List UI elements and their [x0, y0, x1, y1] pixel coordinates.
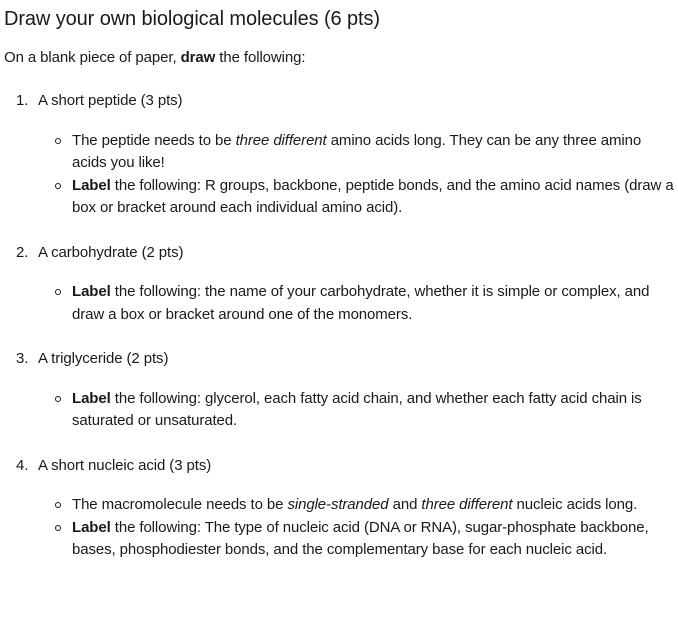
item-text: the following: glycerol, each fatty acid chain, and whether each fatty acid chain is saturated or unsaturated. — [72, 389, 642, 429]
item-text: The peptide needs to be — [72, 131, 236, 149]
section-heading — [16, 455, 674, 478]
section-number: 4. — [16, 456, 29, 474]
list-item — [72, 175, 674, 220]
intro-text-after: the following: — [215, 49, 306, 66]
sub-list — [38, 494, 674, 562]
section-heading — [16, 90, 674, 113]
section-nucleic-acid — [4, 455, 674, 562]
item-bold-label: Label — [72, 176, 111, 194]
section-peptide — [4, 90, 674, 220]
intro-text-before: On a blank piece of paper, — [4, 49, 181, 66]
list-item — [72, 517, 674, 562]
section-title: A short nucleic acid (3 pts) — [38, 456, 212, 474]
section-title: A short peptide (3 pts) — [38, 92, 183, 109]
section-heading — [16, 348, 674, 371]
section-number: 3. — [16, 350, 29, 367]
item-bold-label: Label — [72, 389, 111, 407]
item-text: the following: R groups, backbone, peptide bonds, and the amino acid names (draw a box or bracket around each individual amino acid). — [72, 176, 674, 216]
section-number: 2. — [16, 243, 29, 261]
hollow-bullet-icon — [55, 289, 61, 295]
hollow-bullet-icon — [55, 502, 61, 508]
sub-list — [38, 130, 674, 220]
section-number: 1. — [16, 92, 29, 109]
hollow-bullet-icon — [55, 396, 61, 402]
list-item — [72, 388, 674, 433]
hollow-bullet-icon — [55, 138, 61, 144]
section-title: A carbohydrate (2 pts) — [38, 243, 184, 261]
item-italic-text: single-stranded — [287, 496, 389, 513]
item-text: the following: The type of nucleic acid (DNA or RNA), sugar-phosphate backbone, bases, phosphodiester bonds, and the complementary base for each nucleic acid. — [72, 518, 649, 558]
item-bold-label: Label — [72, 283, 111, 300]
item-italic-text: three different — [421, 496, 513, 513]
item-text: nucleic acids long. — [512, 496, 638, 513]
item-text: The macromolecule needs to be — [72, 496, 288, 513]
sub-list — [38, 388, 674, 433]
list-item — [72, 494, 674, 517]
item-text: amino acids long. They can be any three amino acids you like! — [72, 131, 642, 171]
section-carbohydrate — [4, 242, 674, 327]
page-title: Draw your own biological molecules (6 pts) — [4, 8, 380, 30]
intro-paragraph — [4, 48, 674, 68]
section-title: A triglyceride (2 pts) — [38, 350, 169, 367]
item-text: and — [388, 496, 422, 513]
intro-bold-draw: draw — [180, 49, 216, 66]
hollow-bullet-icon — [55, 525, 61, 531]
item-bold-label: Label — [72, 518, 111, 536]
section-triglyceride — [4, 348, 674, 433]
item-italic-text: three different — [235, 131, 327, 149]
item-text: the following: the name of your carbohydrate, whether it is simple or complex, and draw a box or bracket around one of the monomers. — [72, 283, 650, 323]
list-item — [72, 130, 674, 175]
list-item — [72, 281, 674, 326]
sub-list — [38, 281, 674, 326]
section-heading — [16, 242, 674, 265]
hollow-bullet-icon — [55, 183, 61, 189]
